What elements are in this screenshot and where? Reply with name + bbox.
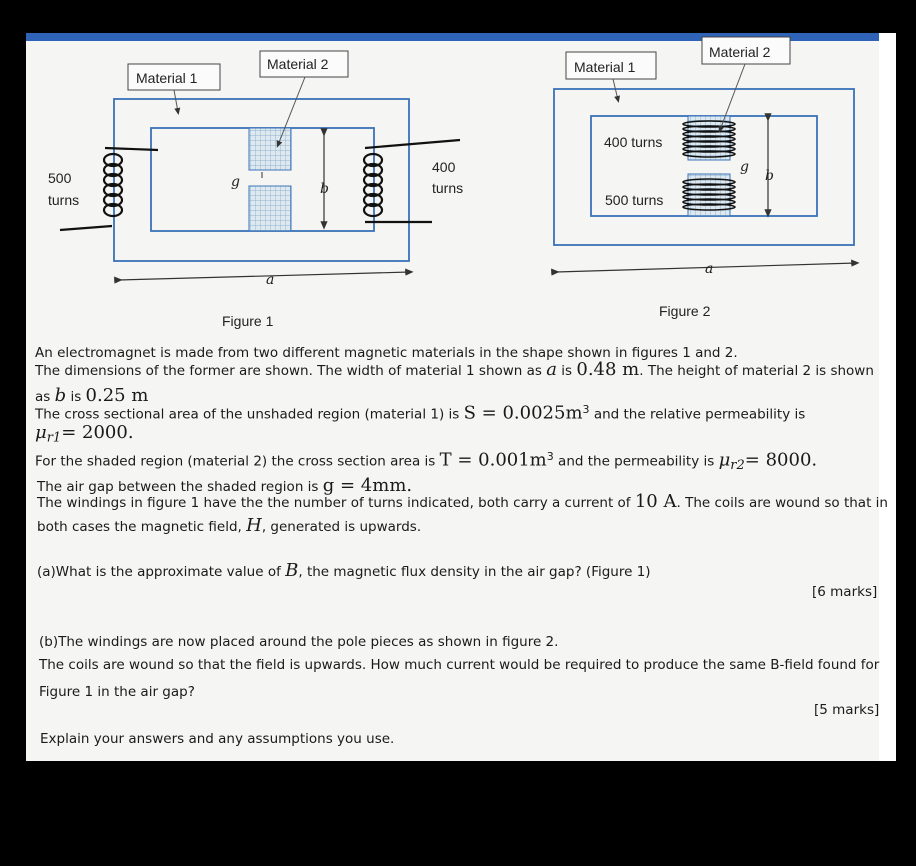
part-b-line-3: Figure 1 in the air gap? <box>39 684 195 700</box>
mu-symbol-2: μ <box>718 449 731 471</box>
part-b-line-1: (b)The windings are now placed around the pole pieces as shown in figure 2. <box>39 634 559 650</box>
problem-line-7: The windings in figure 1 have the the number of turns indicated, both carry a current of 10 A. The coils are wound so that in <box>37 491 888 512</box>
fig1-right-turns-unit: turns <box>432 180 464 196</box>
figure-1 <box>48 51 463 329</box>
footer-instruction: Explain your answers and any assumptions you use. <box>40 731 395 747</box>
equation-s: S = 0.0025m <box>463 402 583 424</box>
fig2-dim-b-label: b <box>765 168 774 184</box>
fig1-material2-label: Material 2 <box>267 56 329 72</box>
mu-symbol-1: μ <box>35 422 47 443</box>
fig2-material2-pointer <box>720 64 745 130</box>
var-b-field: B <box>285 560 299 581</box>
problem-line-2: The dimensions of the former are shown. The width of material 1 shown as a is 0.48 m. The height of material 2 is shown <box>35 359 874 380</box>
fig1-material2-lower <box>249 186 291 231</box>
fig1-material1-label: Material 1 <box>136 70 198 86</box>
var-b: b <box>54 385 67 406</box>
part-b-line-2: The coils are wound so that the field is upwards. How much current would be required to produce the same B-field found for <box>39 657 880 673</box>
value-a: 0.48 m <box>576 359 640 380</box>
fig2-gap-label: g <box>740 159 749 175</box>
equation-current: 10 A <box>634 491 677 512</box>
problem-line-mu1: $\mu_{r1}= 2000$. <box>35 422 134 446</box>
part-a-question: (a)What is the approximate value of B, the magnetic flux density in the air gap? (Figure 1) <box>37 560 651 581</box>
var-h: H <box>246 515 262 536</box>
equation-g: g = 4mm. <box>322 475 413 496</box>
fig1-gap-label: g <box>231 174 240 190</box>
problem-line-6: The air gap between the shaded region is g = 4mm. <box>37 475 413 496</box>
fig2-core-outer <box>554 89 854 245</box>
fig2-bottom-coil <box>683 179 735 210</box>
fig2-material2-label: Material 2 <box>709 44 771 60</box>
fig1-caption: Figure 1 <box>222 313 274 329</box>
fig2-top-coil-label: 400 turns <box>604 134 663 150</box>
problem-line-3: as b is 0.25 m <box>35 385 149 406</box>
fig1-dim-a-label: a <box>266 272 275 288</box>
var-a: a <box>546 359 557 380</box>
fig2-dim-a-label: a <box>705 261 714 277</box>
part-b-marks: [5 marks] <box>814 702 880 718</box>
fig1-material1-pointer <box>174 90 178 112</box>
equation-mu1: = 2000. <box>61 422 134 443</box>
problem-line-5: For the shaded region (material 2) the cross section area is $T = 0.001m^3$ and the permeability is $\mu_{r2}= 8000$. <box>35 449 818 474</box>
fig2-material2-upper <box>688 116 730 160</box>
problem-line-4: The cross sectional area of the unshaded region (material 1) is $S = 0.0025m^3$ and the relative permeability is <box>35 402 806 424</box>
equation-t: T = 0.001m <box>439 449 547 471</box>
problem-line-1: An electromagnet is made from two different magnetic materials in the shape shown in figures 1 and 2. <box>35 345 738 361</box>
part-a-marks: [6 marks] <box>812 584 878 600</box>
fig2-bottom-coil-label: 500 turns <box>605 192 664 208</box>
figure-2 <box>554 37 856 319</box>
fig1-dim-b-label: b <box>320 181 329 197</box>
equation-mu2: = 8000. <box>744 449 818 471</box>
fig1-left-turns: 500 <box>48 170 72 186</box>
fig1-left-coil <box>60 148 158 230</box>
problem-line-8: both cases the magnetic field, H, generated is upwards. <box>37 515 422 536</box>
fig2-caption: Figure 2 <box>659 303 711 319</box>
fig1-material2-upper <box>249 128 291 170</box>
fig1-dim-a-line <box>119 272 410 280</box>
fig1-left-turns-unit: turns <box>48 192 80 208</box>
fig1-right-turns: 400 <box>432 159 456 175</box>
value-b: 0.25 m <box>85 385 149 406</box>
fig2-material1-label: Material 1 <box>574 59 636 75</box>
